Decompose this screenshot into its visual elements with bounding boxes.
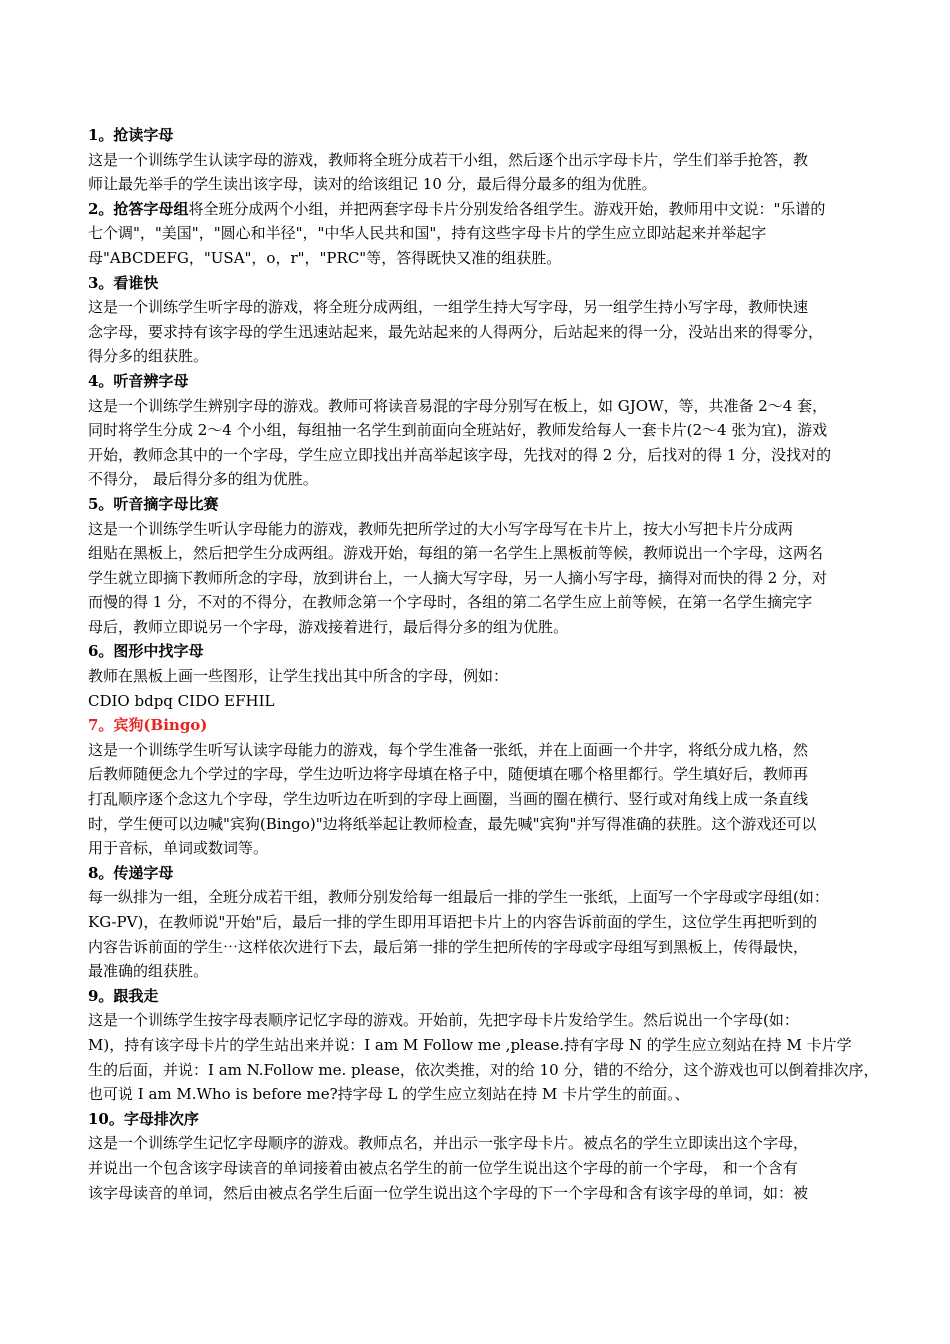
- paragraph-line: 母后，教师立即说另一个字母，游戏接着进行，最后得分多的组为优胜。: [88, 617, 569, 636]
- paragraph-line: 念字母，要求持有该字母的学生迅速站起来，最先站起来的人得两分，后站起来的得一分，没站出来的得零分，: [88, 322, 824, 341]
- paragraph-line: 七个调"，"美国"，"圆心和半径"，"中华人民共和国"，持有这些字母卡片的学生应立即站起来并举起字: [88, 224, 767, 243]
- paragraph-line: 教师在黑板上画一些图形，让学生找出其中所含的字母，例如：: [88, 667, 509, 686]
- paragraph-line: 每一纵排为一组，全班分成若干组，教师分别发给每一组最后一排的学生一张纸，上面写一个字母或字母组(如：: [88, 888, 829, 907]
- paragraph-line: 母"ABCDEFG，"USA"，o，r"，"PRC"等，答得既快又准的组获胜。: [88, 248, 562, 267]
- section-heading: 4。听音辨字母: [88, 371, 189, 390]
- paragraph-line: 这是一个训练学生按字母表顺序记忆字母的游戏。开始前，先把字母卡片发给学生。然后说出一个字母(如：: [88, 1011, 799, 1030]
- paragraph-line: M)，持有该字母卡片的学生站出来并说：I am M Follow me ,please.持有字母 N 的学生应立刻站在持 M 卡片学: [88, 1035, 852, 1054]
- paragraph-line: 该字母读音的单词，然后由被点名学生后面一位学生说出这个字母的下一个字母和含有该字母的单词，如：被: [88, 1183, 809, 1202]
- paragraph-line: 时，学生便可以边喊"宾狗(Bingo)"边将纸举起让教师检查，最先喊"宾狗"并写得准确的获胜。这个游戏还可以: [88, 814, 817, 833]
- paragraph-line: KG-PV)，在教师说"开始"后，最后一排的学生即用耳语把卡片上的内容告诉前面的学生，这位学生再把听到的: [88, 913, 818, 931]
- paragraph-line: 打乱顺序逐个念这九个字母，学生边听边在听到的字母上画圈，当画的圈在横行、竖行或对角线上成一条直线: [88, 790, 809, 809]
- paragraph-line: 这是一个训练学生听认字母能力的游戏，教师先把所学过的大小写字母写在卡片上，按大小写把卡片分成两: [88, 519, 794, 538]
- paragraph-line: 而慢的得 1 分，不对的不得分，在教师念第一个字母时，各组的第二名学生应上前等候，在第一名学生摘完字: [88, 593, 813, 612]
- paragraph-line: 同时将学生分成 2～4 个小组，每组抽一名学生到前面向全班站好，教师发给每人一套卡片(2～4 张为宜)，游戏: [88, 421, 828, 440]
- section-heading: 10。字母排次序: [88, 1109, 199, 1128]
- paragraph-line: 这是一个训练学生认读字母的游戏，教师将全班分成若干小组，然后逐个出示字母卡片，学生们举手抢答，教: [88, 150, 809, 169]
- section-heading: 5。听音摘字母比赛: [88, 494, 219, 513]
- paragraph-line: 这是一个训练学生辨别字母的游戏。教师可将读音易混的字母分别写在板上，如 GJOW，等，共准备 2～4 套，: [88, 396, 828, 415]
- paragraph-line: 后教师随便念九个学过的字母，学生边听边将字母填在格子中，随便填在哪个格里都行。学生填好后，教师再: [88, 765, 809, 784]
- section-heading: 9。跟我走: [88, 986, 159, 1005]
- paragraph-line: [88, 197, 878, 222]
- example-letters: CDIO bdpq CIDO EFHIL: [88, 691, 275, 710]
- paragraph-line: 最准确的组获胜。: [88, 962, 209, 981]
- section-heading-highlighted: 7。宾狗(Bingo): [88, 716, 208, 735]
- section-heading: 1。抢读字母: [88, 126, 174, 144]
- paragraph-line: 这是一个训练学生听字母的游戏，将全班分成两组，一组学生持大写字母，另一组学生持小写字母，教师快速: [88, 298, 809, 317]
- section-heading: 3。看谁快: [88, 273, 159, 292]
- paragraph-line: 生的后面，并说：I am N.Follow me. please，依次类推，对的给 10 分，错的不给分，这个游戏也可以倒着排次序，: [88, 1060, 878, 1079]
- paragraph-line: 不得分， 最后得分多的组为优胜。: [88, 470, 318, 489]
- paragraph-line: 得分多的组获胜。: [88, 347, 209, 366]
- paragraph-line: 开始，教师念其中的一个字母，学生应立即找出并高举起该字母，先找对的得 2 分，后找对的得 1 分，没找对的: [88, 445, 832, 464]
- section-heading: 6。图形中找字母: [88, 642, 204, 661]
- paragraph-line: 内容告诉前面的学生⋯这样依次进行下去，最后第一排的学生把所传的字母或字母组写到黑板上，传得最快，: [88, 937, 809, 956]
- paragraph-line: 师让最先举手的学生读出该字母，读对的给该组记 10 分，最后得分最多的组为优胜。: [88, 175, 657, 194]
- paragraph-text: 将全班分成两个小组，并把两套字母卡片分别发给各组学生。游戏开始，教师用中文说："乐谱的: [188, 199, 826, 218]
- paragraph-line: 这是一个训练学生听写认读字母能力的游戏，每个学生准备一张纸，并在上面画一个井字，将纸分成九格，然: [88, 740, 809, 759]
- paragraph-line: 这是一个训练学生记忆字母顺序的游戏。教师点名，并出示一张字母卡片。被点名的学生立即读出这个字母，: [88, 1134, 809, 1153]
- paragraph-line: 学生就立即摘下教师所念的字母，放到讲台上，一人摘大写字母，另一人摘小写字母，摘得对而快的得 2 分，对: [88, 568, 828, 587]
- paragraph-line: 组贴在黑板上，然后把学生分成两组。游戏开始，每组的第一名学生上黑板前等候，教师说出一个字母，这两名: [88, 544, 824, 563]
- paragraph-line: 并说出一个包含该字母读音的单词接着由被点名学生的前一位学生说出这个字母的前一个字母， 和一个含有: [88, 1158, 798, 1177]
- document-page: [88, 123, 878, 1205]
- section-heading: 8。传递字母: [88, 863, 174, 882]
- paragraph-line: 也可说 I am M.Who is before me?持字母 L 的学生应立刻站在持 M 卡片学生的前面。、: [88, 1085, 690, 1104]
- paragraph-line: 用于音标，单词或数词等。: [88, 839, 269, 858]
- section-heading: 2。抢答字母组: [88, 199, 189, 218]
